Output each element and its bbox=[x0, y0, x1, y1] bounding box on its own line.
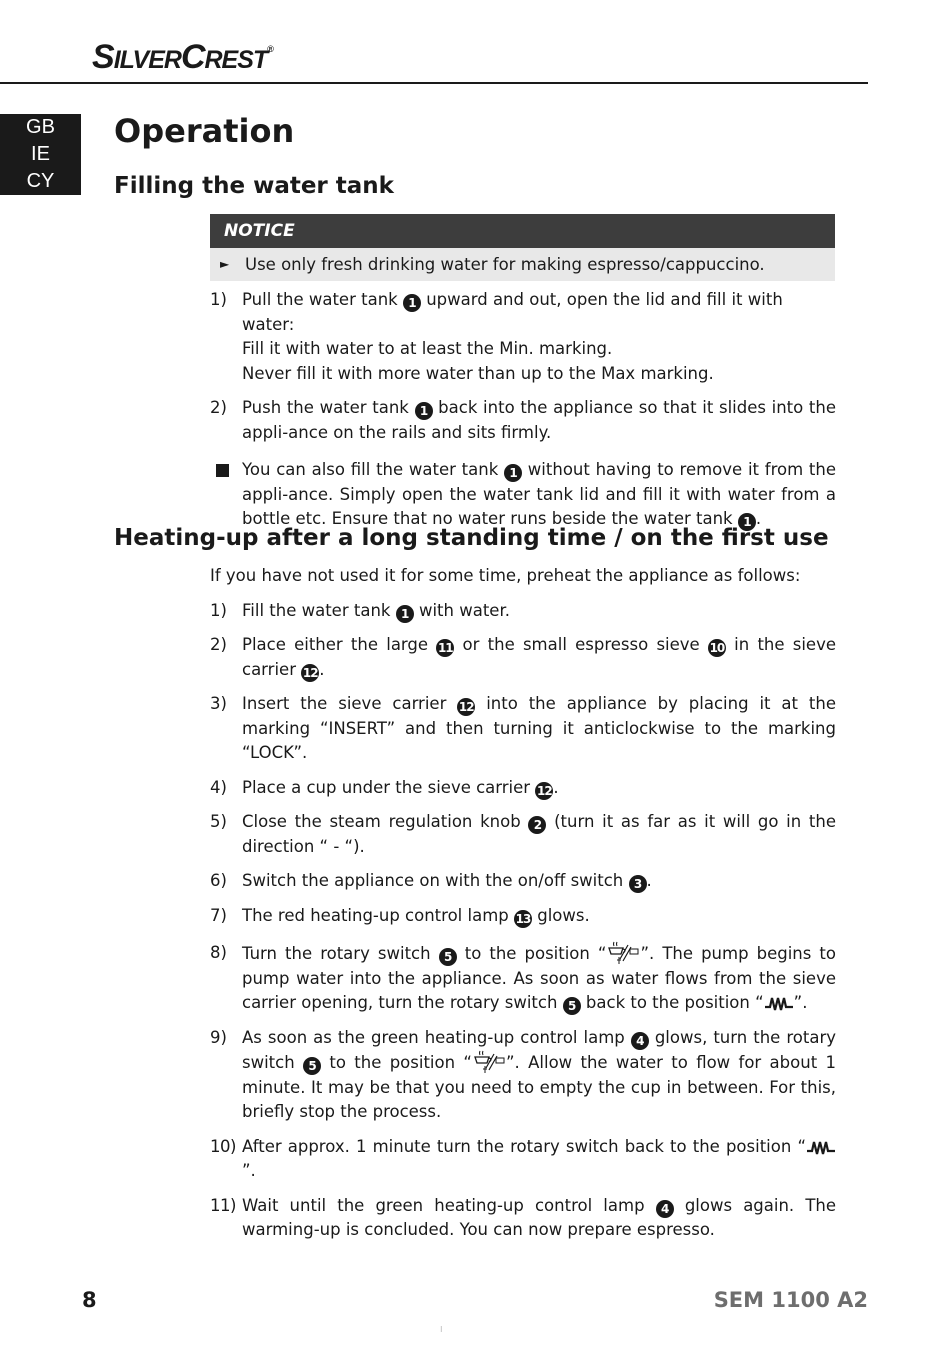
header-divider bbox=[0, 82, 868, 84]
ref-4-icon: 4 bbox=[656, 1200, 674, 1218]
ref-3-icon: 3 bbox=[629, 875, 647, 893]
step-line bbox=[242, 396, 836, 445]
step-number: 6) bbox=[210, 871, 227, 890]
section-heading-heating: Heating-up after a long standing time / on the first use bbox=[114, 525, 829, 551]
text-run: . bbox=[319, 659, 325, 679]
text-run: or the small espresso sieve bbox=[454, 635, 708, 654]
step-text bbox=[242, 869, 836, 894]
language-tab bbox=[0, 114, 81, 195]
step-number: 3) bbox=[210, 694, 227, 713]
text-run: Place either the large bbox=[242, 635, 437, 654]
text-run: Never fill it with more water than up to the Max marking. bbox=[242, 363, 714, 383]
text-run: (turn it as far as it will go in the direction “ - “). bbox=[242, 812, 836, 856]
ref-11-icon: 11 bbox=[437, 641, 453, 655]
text-run: . bbox=[755, 509, 762, 528]
step-text bbox=[242, 1026, 836, 1125]
heating-intro: If you have not used it for some time, preheat the appliance as follows: bbox=[210, 566, 801, 585]
ref-1-icon: 1 bbox=[396, 605, 414, 623]
ref-2-icon: 2 bbox=[528, 816, 546, 834]
heating-step-6 bbox=[210, 869, 836, 894]
text-run: glows again. The warming-up is concluded. You can now prepare espresso. bbox=[242, 1195, 837, 1239]
heat-icon bbox=[806, 1140, 836, 1156]
text-run: You can also fill the water tank bbox=[242, 460, 505, 479]
text-run: Push the water tank bbox=[242, 398, 415, 417]
text-run: to the position “ bbox=[456, 944, 607, 963]
step-text bbox=[242, 904, 836, 929]
step-line bbox=[242, 288, 836, 337]
step-text bbox=[242, 692, 836, 766]
section-heading-filling: Filling the water tank bbox=[114, 173, 394, 199]
step-number: 2) bbox=[210, 398, 227, 417]
text-run: ”. bbox=[242, 1161, 256, 1180]
ref-5-icon: 5 bbox=[439, 948, 457, 966]
notice-title: NOTICE bbox=[210, 214, 835, 248]
logo-text: SILVERCREST bbox=[92, 38, 268, 76]
text-run: upward and out, open the lid and fill it with water: bbox=[242, 290, 783, 334]
text-run: glows, turn the rotary switch bbox=[242, 1027, 836, 1072]
heating-step-11 bbox=[210, 1194, 836, 1243]
ref-1-icon: 1 bbox=[738, 513, 756, 531]
step-text bbox=[242, 1194, 836, 1243]
text-run: . bbox=[553, 777, 559, 797]
step-number: 4) bbox=[210, 777, 227, 797]
text-run: with water. bbox=[413, 600, 510, 620]
text-run: Pull the water tank bbox=[242, 290, 403, 309]
step-number: 10) bbox=[210, 1136, 236, 1156]
heating-step-10 bbox=[210, 1135, 836, 1184]
text-run: Switch the appliance on with the on/off switch bbox=[242, 871, 629, 890]
ref-1-icon: 1 bbox=[504, 464, 522, 482]
step-number: 5) bbox=[210, 812, 227, 831]
heating-step-2 bbox=[210, 633, 836, 682]
step-number: 2) bbox=[210, 635, 227, 654]
ref-13-icon: 13 bbox=[515, 911, 531, 926]
text-run: Place a cup under the sieve carrier bbox=[242, 777, 536, 797]
text-run: Turn the rotary switch bbox=[242, 944, 439, 963]
text-run: back into the appliance so that it slides into the appli-ance on the rails and sits firmly. bbox=[242, 398, 836, 442]
step-line bbox=[242, 337, 836, 362]
text-run: ”. bbox=[793, 993, 808, 1012]
step-number: 11) bbox=[210, 1195, 236, 1215]
page-number: 8 bbox=[82, 1288, 97, 1312]
text-run: ”. The pump begins to pump water into the appliance. As soon as water flows from the sieve carrier opening, turn the rotary switch bbox=[242, 944, 836, 1012]
text-run: without having to remove it from the appli-ance. Simply open the water tank lid and fill it with water from a bottle etc. Ensure that no water runs beside the water tank bbox=[242, 460, 836, 528]
heating-step-9 bbox=[210, 1026, 836, 1125]
text-run: Wait until the green heating-up control lamp bbox=[242, 1195, 656, 1215]
lang-cy: CY bbox=[26, 170, 55, 192]
heating-step-5 bbox=[210, 810, 836, 859]
step-number: 9) bbox=[210, 1027, 227, 1047]
text-run: As soon as the green heating-up control lamp bbox=[242, 1027, 631, 1047]
step-text bbox=[242, 941, 836, 1016]
heating-step-8 bbox=[210, 941, 836, 1016]
ref-1-icon: 1 bbox=[403, 294, 421, 312]
text-run: The red heating-up control lamp bbox=[242, 905, 514, 925]
text-run: After approx. 1 minute turn the rotary switch back to the position “ bbox=[242, 1136, 806, 1156]
text-run: to the position “ bbox=[321, 1053, 472, 1072]
ref-1-icon: 1 bbox=[415, 402, 433, 420]
step-text bbox=[242, 810, 836, 859]
filling-step-2 bbox=[210, 396, 836, 445]
notice-box bbox=[210, 214, 835, 281]
step-number: 8) bbox=[210, 943, 227, 962]
ref-5-icon: 5 bbox=[563, 997, 581, 1015]
pump-icon bbox=[472, 1050, 506, 1074]
text-run: back to the position “ bbox=[580, 993, 764, 1012]
heating-step-list bbox=[210, 599, 836, 1243]
filling-steps bbox=[210, 288, 836, 532]
text-run: Insert the sieve carrier bbox=[242, 694, 458, 713]
heat-icon bbox=[764, 996, 794, 1012]
ref-5-icon: 5 bbox=[303, 1057, 321, 1075]
filling-tip bbox=[210, 458, 836, 532]
bullet-square-icon bbox=[216, 464, 229, 477]
step-text bbox=[242, 599, 836, 624]
step-number: 7) bbox=[210, 905, 227, 925]
text-run: . bbox=[646, 871, 652, 890]
text-run: glows. bbox=[531, 905, 590, 925]
heating-step-4 bbox=[210, 776, 836, 801]
text-run: in the sieve carrier bbox=[242, 635, 837, 679]
ref-12-icon: 12 bbox=[302, 665, 318, 680]
silvercrest-logo bbox=[92, 38, 273, 77]
text-run: ”. Allow the water to flow for about 1 minute. It may be that you need to empty the cup in between. For this, briefly stop the process. bbox=[242, 1053, 837, 1121]
step-number: 1) bbox=[210, 290, 227, 309]
logo-registered-mark: ® bbox=[267, 44, 273, 54]
tip-text bbox=[242, 458, 836, 532]
step-number: 1) bbox=[210, 600, 227, 620]
ref-12-icon: 12 bbox=[458, 700, 474, 714]
step-text bbox=[242, 776, 836, 801]
step-text bbox=[242, 633, 836, 682]
heating-step-7 bbox=[210, 904, 836, 929]
heating-step-1 bbox=[210, 599, 836, 624]
text-run: Close the steam regulation knob bbox=[242, 812, 529, 831]
page-title: Operation bbox=[114, 112, 295, 150]
notice-text: Use only fresh drinking water for making espresso/cappuccino. bbox=[245, 255, 765, 274]
step-line bbox=[242, 362, 836, 387]
step-text bbox=[242, 1135, 836, 1184]
text-run: Fill it with water to at least the Min. marking. bbox=[242, 339, 613, 358]
ref-10-icon: 10 bbox=[709, 641, 725, 655]
heating-step-3 bbox=[210, 692, 836, 766]
heating-steps bbox=[210, 564, 836, 1243]
model-number: SEM 1100 A2 bbox=[713, 1288, 868, 1312]
text-run: Fill the water tank bbox=[242, 600, 396, 620]
text-run: into the appliance by placing it at the marking “INSERT” and then turning it anticlockwise to the marking “LOCK”. bbox=[242, 694, 836, 762]
lang-ie: IE bbox=[31, 143, 50, 165]
ref-4-icon: 4 bbox=[631, 1032, 649, 1050]
filling-step-1 bbox=[210, 288, 836, 386]
pump-icon bbox=[606, 941, 640, 965]
notice-arrow-icon: ► bbox=[220, 257, 230, 271]
notice-body bbox=[210, 248, 835, 281]
footer-mark: ⁝ bbox=[440, 1325, 443, 1334]
lang-gb: GB bbox=[26, 116, 55, 138]
ref-12-icon: 12 bbox=[536, 783, 552, 798]
